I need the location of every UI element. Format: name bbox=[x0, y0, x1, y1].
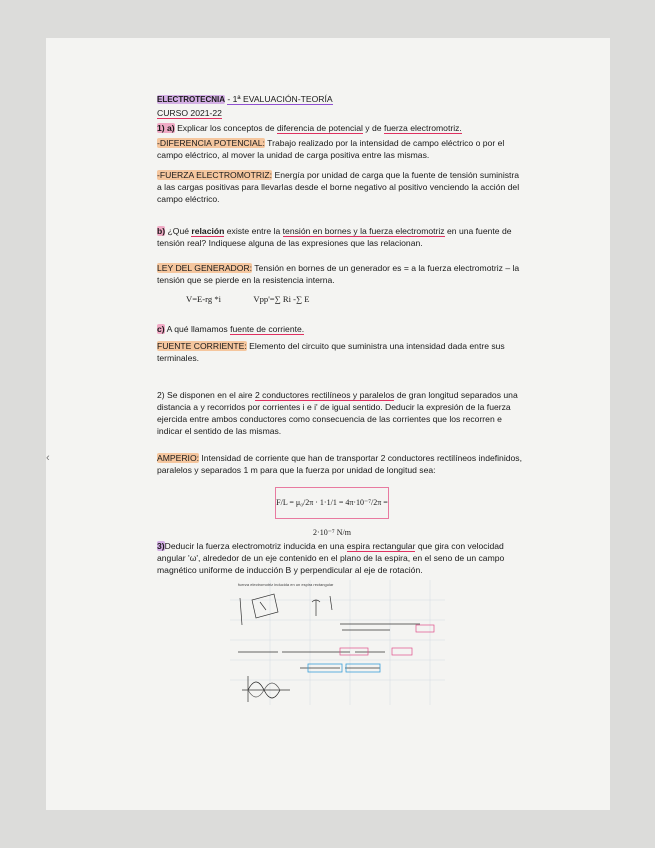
question-1a bbox=[157, 122, 522, 134]
fem-answer bbox=[157, 169, 522, 205]
course-label: CURSO 2021-22 bbox=[157, 108, 222, 118]
sketch-caption: fuerza electromotriz inducida en un espira rectangular bbox=[238, 582, 334, 587]
q1b-t3: en una fuente de tensión real? Indiquese alguna de las expresiones que las relacionan. bbox=[157, 226, 512, 248]
law-text: Tensión en bornes de un generador es = a la fuerza electromotriz – la tensión que se pierde en la resistencia interna. bbox=[157, 263, 520, 285]
q3-label: 3) bbox=[157, 541, 165, 551]
subject-title: ELECTROTECNIA bbox=[157, 95, 225, 104]
q1c-t1: A qué llamamos bbox=[166, 324, 228, 334]
fem-title: -FUERZA ELECTROMOTRIZ: bbox=[157, 170, 273, 180]
question-2 bbox=[157, 389, 522, 437]
q2-t1hl: 2 conductores rectilíneos y paralelos bbox=[254, 390, 395, 400]
fem-text: Energía por unidad de carga que la fuente de tensión suministra a las cargas positivas para llevarlas desde el borne negativo al positivo venciendo la acción del campo eléctrico. bbox=[157, 170, 520, 204]
fc-text: Elemento del circuito que suministra una intensidad dada entre sus terminales. bbox=[157, 341, 505, 363]
sketch-graphics bbox=[230, 580, 445, 705]
formula-v: V=E-rg *i bbox=[186, 294, 222, 304]
handwritten-sketch bbox=[230, 580, 445, 705]
fc-answer bbox=[157, 340, 522, 364]
question-3 bbox=[157, 540, 522, 576]
q3-t2: que gira con velocidad angular 'ω', alrededor de un eje contenido en el plano de la espira, en el seno de un campo magnético uniforme de inducción B y perpendicular al eje de rotación. bbox=[157, 541, 505, 575]
formula-vpp: Vpp'=∑ Ri -∑ E bbox=[253, 294, 310, 304]
q1c-label: c) bbox=[157, 324, 165, 334]
law-title: LEY DEL GENERADOR: bbox=[157, 263, 253, 273]
dp-title: -DIFERENCIA POTENCIAL: bbox=[157, 138, 265, 148]
q1-prompt-hl: diferencia de potencial bbox=[276, 123, 363, 133]
margin-mark: ‹ bbox=[46, 452, 50, 464]
q1b-t2hl: tensión en bornes y la fuerza electromotriz bbox=[282, 226, 445, 236]
q1-prompt-b: y de bbox=[365, 123, 382, 133]
q2-t1: 2) Se disponen en el aire bbox=[157, 390, 253, 400]
question-1b bbox=[157, 225, 522, 249]
q1b-t2: existe entre la bbox=[226, 226, 281, 236]
question-1c bbox=[157, 323, 522, 335]
dp-text: Trabajo realizado por la intensidad de campo eléctrico o por el campo eléctrico, al mover la unidad de carga positiva entre las mismas. bbox=[157, 138, 505, 160]
q1c-t1hl: fuente de corriente. bbox=[230, 324, 305, 334]
q2-t2: de gran longitud separados una distancia a y recorridos por corrientes i e i' de igual sentido. Deducir la expresión de la fuerza ejercida entre ambos conductores como consecuencia de las corrientes que los recorren e indicar el sentido de las mismas. bbox=[157, 390, 518, 436]
amp-answer bbox=[157, 452, 522, 476]
eval-title: - 1ª EVALUACIÓN-TEORÍA bbox=[227, 94, 333, 104]
q1b-t1: ¿Qué bbox=[167, 226, 190, 236]
law-answer bbox=[157, 262, 522, 286]
doc-header bbox=[157, 93, 522, 106]
dp-answer bbox=[157, 137, 522, 161]
amp-text: Intensidad de corriente que han de transportar 2 conductores rectilíneos indefinidos, paralelos y separados 1 m para que la fuerza por unidad de longitud sea: bbox=[157, 453, 522, 475]
q1-label: 1) a) bbox=[157, 123, 175, 133]
q3-t1hl: espira rectangular bbox=[346, 541, 416, 551]
q1b-label: b) bbox=[157, 226, 166, 236]
generator-formulas bbox=[186, 293, 551, 305]
q1-prompt-a: Explicar los conceptos de bbox=[177, 123, 275, 133]
q1b-t1hl: relación bbox=[191, 226, 225, 236]
fc-title: FUENTE CORRIENTE: bbox=[157, 341, 247, 351]
ampere-formula-box bbox=[275, 487, 389, 537]
amp-title: AMPERIO: bbox=[157, 453, 200, 463]
q3-t1: Deducir la fuerza electromotriz inducida en una bbox=[164, 541, 345, 551]
ampere-formula: F/L = μ₀/2π · 1·1/1 = 4π·10⁻⁷/2π = 2·10⁻⁷ N/m bbox=[276, 498, 388, 537]
course-line bbox=[157, 107, 522, 119]
q1-prompt-hl2: fuerza electromotriz. bbox=[383, 123, 462, 133]
